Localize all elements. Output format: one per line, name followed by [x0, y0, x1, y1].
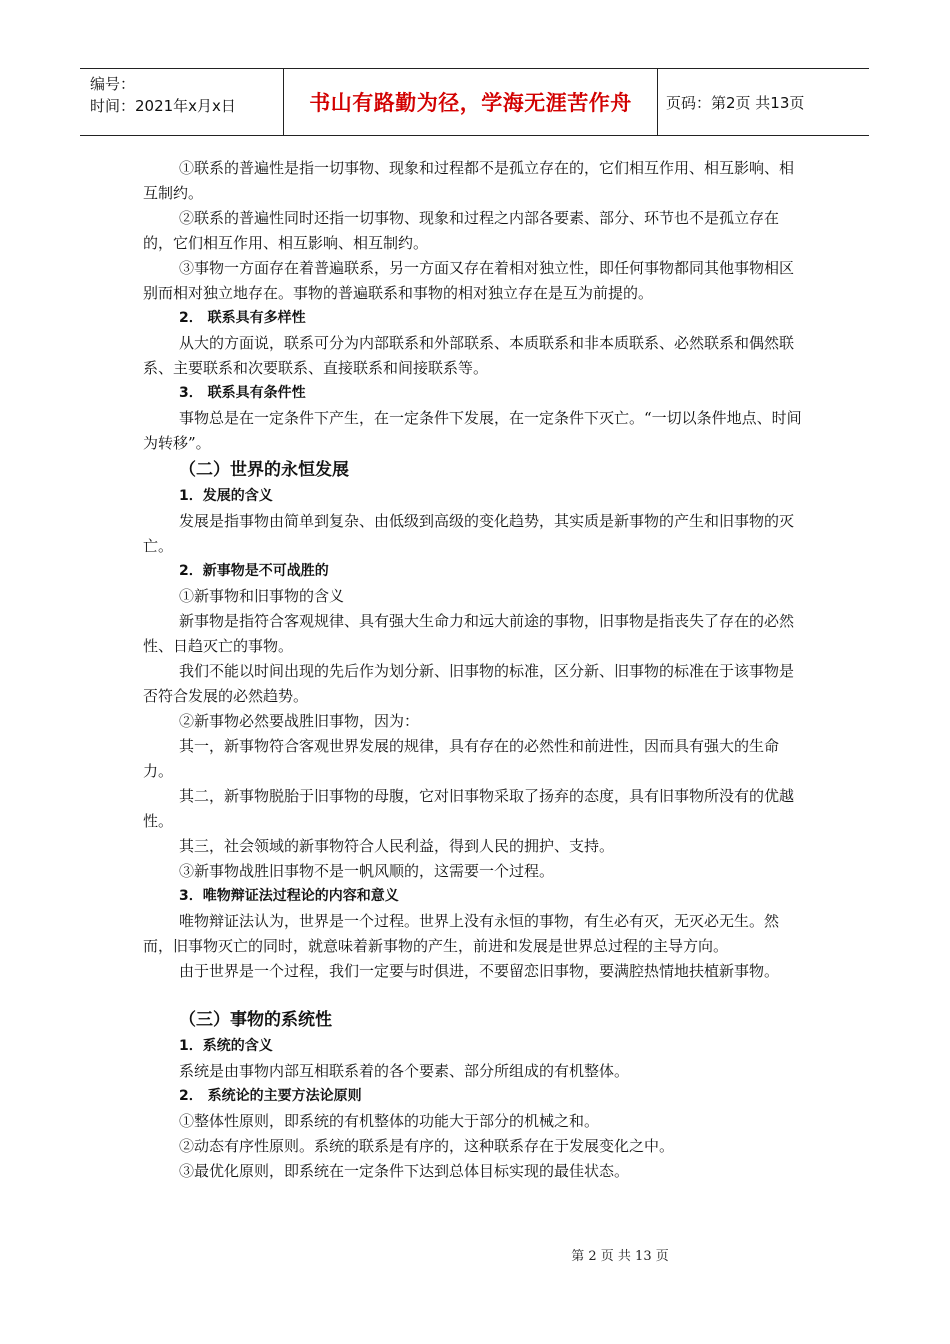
paragraph: ①整体性原则，即系统的有机整体的功能大于部分的机械之和。	[179, 1112, 600, 1130]
document-body	[143, 156, 807, 1184]
paragraph: ①联系的普遍性是指一切事物、现象和过程都不是孤立存在的，它们相互作用、相互影响、相互制约。	[143, 159, 795, 202]
header-page-label: 页码：第2页 共13页	[666, 93, 805, 112]
paragraph: 从大的方面说，联系可分为内部联系和外部联系、本质联系和非本质联系、必然联系和偶然联系、主要联系和次要联系、直接联系和间接联系等。	[143, 334, 795, 377]
paragraph: 事物总是在一定条件下产生，在一定条件下发展，在一定条件下灭亡。“一切以条件地点、时间为转移”。	[143, 409, 802, 452]
paragraph: 唯物辩证法认为，世界是一个过程。世界上没有永恒的事物，有生必有灭，无灭必无生。然而，旧事物灭亡的同时，就意味着新事物的产生，前进和发展是世界总过程的主导方向。	[143, 912, 780, 955]
paragraph: ②联系的普遍性同时还指一切事物、现象和过程之内部各要素、部分、环节也不是孤立存在的，它们相互作用、相互影响、相互制约。	[143, 209, 780, 252]
subheading: 1．发展的含义	[179, 488, 273, 504]
subheading: 3． 联系具有条件性	[179, 385, 306, 401]
paragraph: 我们不能以时间出现的先后作为划分新、旧事物的标准，区分新、旧事物的标准在于该事物是否符合发展的必然趋势。	[143, 662, 795, 705]
subheading: 1．系统的含义	[179, 1038, 273, 1054]
header-motto: 书山有路勤为径，学海无涯苦作舟	[284, 69, 658, 135]
spacer	[143, 984, 807, 1006]
subheading: 3．唯物辩证法过程论的内容和意义	[179, 888, 399, 904]
paragraph: 新事物是指符合客观规律、具有强大生命力和远大前途的事物，旧事物是指丧失了存在的必然性、日趋灭亡的事物。	[143, 612, 795, 655]
page-footer: 第 2 页 共 13 页	[571, 1249, 669, 1264]
paragraph: 其三，社会领域的新事物符合人民利益，得到人民的拥护、支持。	[179, 837, 615, 855]
paragraph: 其二，新事物脱胎于旧事物的母腹，它对旧事物采取了扬弃的态度，具有旧事物所没有的优越性。	[143, 787, 795, 830]
paragraph: 发展是指事物由简单到复杂、由低级到高级的变化趋势，其实质是新事物的产生和旧事物的灭亡。	[143, 512, 795, 555]
section-heading: （二）世界的永恒发展	[179, 460, 349, 480]
paragraph: ③事物一方面存在着普遍联系，另一方面又存在着相对独立性，即任何事物都同其他事物相区别而相对独立地存在。事物的普遍联系和事物的相对独立存在是互为前提的。	[143, 259, 795, 302]
paragraph: 其一，新事物符合客观世界发展的规律，具有存在的必然性和前进性，因而具有强大的生命力。	[143, 737, 780, 780]
paragraph: ①新事物和旧事物的含义	[179, 587, 345, 605]
subheading: 2． 联系具有多样性	[179, 310, 306, 326]
paragraph: 系统是由事物内部互相联系着的各个要素、部分所组成的有机整体。	[179, 1062, 630, 1080]
paragraph: 由于世界是一个过程，我们一定要与时俱进，不要留恋旧事物，要满腔热情地扶植新事物。	[179, 962, 780, 980]
subheading: 2．新事物是不可战胜的	[179, 563, 329, 579]
page-header	[80, 68, 869, 136]
paragraph: ③新事物战胜旧事物不是一帆风顺的，这需要一个过程。	[179, 862, 555, 880]
section-heading: （三）事物的系统性	[179, 1010, 332, 1030]
paragraph: ②动态有序性原则。系统的联系是有序的，这种联系存在于发展变化之中。	[179, 1137, 675, 1155]
time-label: 时间：2021年x月x日	[90, 97, 236, 115]
code-label: 编号：	[90, 75, 136, 93]
header-meta	[80, 69, 284, 135]
paragraph: ②新事物必然要战胜旧事物，因为：	[179, 712, 420, 730]
subheading: 2． 系统论的主要方法论原则	[179, 1088, 362, 1104]
paragraph: ③最优化原则，即系统在一定条件下达到总体目标实现的最佳状态。	[179, 1162, 630, 1180]
